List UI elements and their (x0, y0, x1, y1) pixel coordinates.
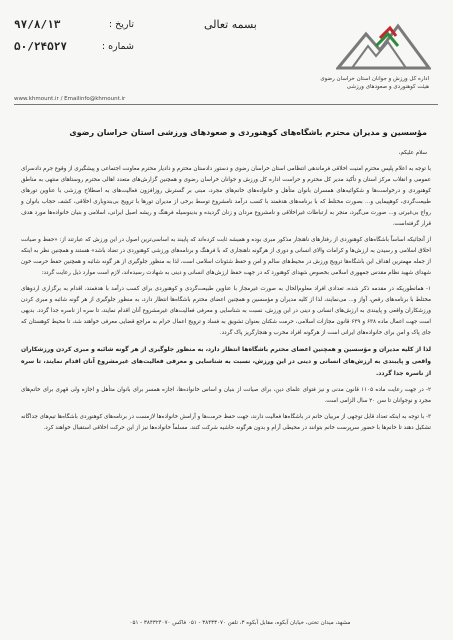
paragraph-2: از آنجائیکه اساساً باشگاه‌های کوهنوردی از رفتارهای ناهنجار مذکور مبری بوده و همیشه ثابت کرده‌اند که پایبند به اساسی‌ترین اصول در این ورزش که عبارتند از: «حفظ و صیانت اخلاق اسلامی و رسیدن به ارزش‌ها و کرامات والای انسانی و دوری از هرگونه ناهنجاری که با فرهنگ و برنامه‌های ورزشی کوهنوردی در تضاد باشد» هستند و همچنین نظر به اینکه از جمله مهمترین اهداف این باشگاه‌ها ترویج ورزش در محیط‌های سالم و امن و حفظ شئونات اسلامی است، لذا به منظور جلوگیری از هر گونه شائبه و همچنین حفظ حرمت خون شهدای شهید نظام مقدس جمهوری اسلامی بخصوص شهدای کوهنورد که در جهت حفظ ارزش‌های انسانی و دینی به شهادت رسیده‌اند، لازم است موارد ذیل رعایت گردد: (21, 237, 431, 276)
letter-meta (14, 14, 134, 58)
header-divider (14, 104, 438, 105)
letterhead (0, 0, 453, 140)
org-line-1: اداره کل ورزش و جوانان استان خراسان رضوی (320, 76, 429, 82)
bismillah-heading: بسمه تعالی (204, 18, 257, 31)
letter-body (21, 164, 431, 439)
bold-phrase: لذا از کلیه مدیران و مؤسسین و همچنین اعضای محترم باشگاه‌ها انتظار دارد، به منظور جلوگیری از هر گونه شائبه و مبری کردن ورزشکاران واقعی و پایبندی به ارزش‌های انسانی و دینی در این ورزش، نسبت به شناسایی و معرفی فعالیت‌های غیرمشروع آنان اقدام نمایند، تا سره از ناسره جدا گردد. (21, 346, 431, 377)
paragraph-1: با توجه به اعلام پلیس محترم امنیت اخلاقی فرماندهی انتظامی استان خراسان رضوی و دستور دادستان محترم و دادیار محترم معاونت اجتماعی و پیشگیری از وقوع جرم دادسرای عمومی و انقلاب مرکز استان و تأکید مدیر کل محترم و حراست اداره کل ورزش و جوانان خراسان رضوی و همچنین گزارش‌های متعدد اهالی محترم روستاهای منتهی به مناطق کوهنوردی و درخواست‌ها و شکوائیه‌های همسران بانوان متأهل و خانواده‌های خانم‌های مجرد، مبنی بر گسترش روزافزون فعالیت‌های به اصطلاح ورزشی با عناوین تورهای طبیعت‌گردی، کوهپیمایی و... بصورت مختلط که با برنامه‌های هدفمند با کسب درآمد نامشروع توسط برخی از مدیران تورها با ترویج بی‌بندوباری اخلاقی، کشف حجاب بانوان و رواج بی‌غیرتی و... صورت می‌گیرد، منجر به ارتباطات غیراخلاقی و نامشروع مردان و زنان گردیده و بدینوسیله فرهنگ و ریشه اصیل ایرانی، اسلامی و بنیان خانواده‌ها مورد هدف قرار گرفته‌است. (21, 166, 431, 227)
organization-name (279, 76, 429, 91)
contact-line: www.khmount.ir / Emailinfo@khmount.ir (14, 96, 126, 102)
date-label: تاریخ : (108, 19, 134, 30)
paragraph-4: ۲- در جهت رعایت ماده ۱۱۰۵ قانون مدنی و نیز فتوای علمای دین، برای صیانت از بنیان و اساس خانواده‌ها، اجازه همسر برای بانوان متأهل و اجازه ولی قهری برای خانم‌های مجرد و نوجوانان تا سن ۲۰ سال الزامی است. (21, 387, 432, 404)
emphasis-line (21, 344, 431, 380)
letter-title: مؤسسین و مدیران محترم باشگاه‌های کوهنوردی و صعودهای ورزشی استان خراسان رضوی (69, 128, 427, 137)
date-row (14, 14, 134, 36)
mountain-logo-icon (336, 16, 431, 72)
org-line-2: هیئت کوهنوردی و صعودهای ورزشی (346, 83, 429, 90)
number-label: شماره : (101, 41, 134, 52)
letter-greeting: سلام علیکم، (398, 150, 427, 156)
paragraph-3: ۱- همانطوریکه در مقدمه ذکر شده، تعدادی افراد معلوم‌الحال به صورت غیرمجاز با عناوین طبیعت‌گردی و کوهنوردی برای کسب درآمد با هدفمند، اقدام به برگزاری اردوهای مختلط با برنامه‌های رقص، آواز و... می‌نمایند، لذا از کلیه مدیران و مؤسسین و همچنین اعضای محترم باشگاه‌ها انتظار دارد، به منظور جلوگیری از هر گونه شائبه و مبری کردن ورزشکاران واقعی و پایبندی به ارزش‌های انسانی و دینی در این ورزش، نسبت به شناسایی و معرفی فعالیت‌های غیرمشروع آنان اقدام نمایند، تا سره از ناسره جدا گردد. بدیهی است جهت اعمال ماده ۶۳۸ و ۶۳۹ قانون مجازات اسلامی، حرمت شکنان بعنوان تشویق به فساد و ترویج اعمال حرام به مراجع قضایی معرفی خواهند شد، تا محیط کوهستان که جای پاک و امن برای خانواده‌های ایرانی است از هرگونه افراد مخرب و هنجارگریز پاک گردد. (21, 286, 431, 336)
number-value: ۵۰/۲۴۵۲۷ (14, 40, 67, 53)
date-value: ۹۷/۸/۱۳ (14, 18, 61, 31)
website-text: www.khmount.ir (14, 96, 59, 102)
number-row (14, 36, 134, 58)
paragraph-5: ۳- با توجه به اینکه تعداد قابل توجهی از مربیان خانم در باشگاه‌ها فعالیت دارند، جهت حفظ حرمت‌ها و آرامش خانواده‌ها لازمست در برنامه‌های کوهنوردی باشگاه‌ها تیم‌های جداگانه تشکیل دهند تا خانم‌ها با حضور سرپرست خانم بتوانند در محیطی آرام و بدون هرگونه حاشیه شرکت کنند. مسلماً خانواده‌ها نیز از این حرکت اخلاقی استقبال خواهند کرد. (21, 414, 431, 431)
email-text: Emailinfo@khmount.ir (64, 96, 126, 102)
footer-address: مشهد، میدان تختی، خیابان آبکوه، مقابل آبکوه ۳، تلفن ۳۸۴۳۳۰۷۰ - ۰۵۱ فاکس ۳۸۴۳۲۴۰۷۰ - ۰۵۱ (129, 620, 351, 626)
